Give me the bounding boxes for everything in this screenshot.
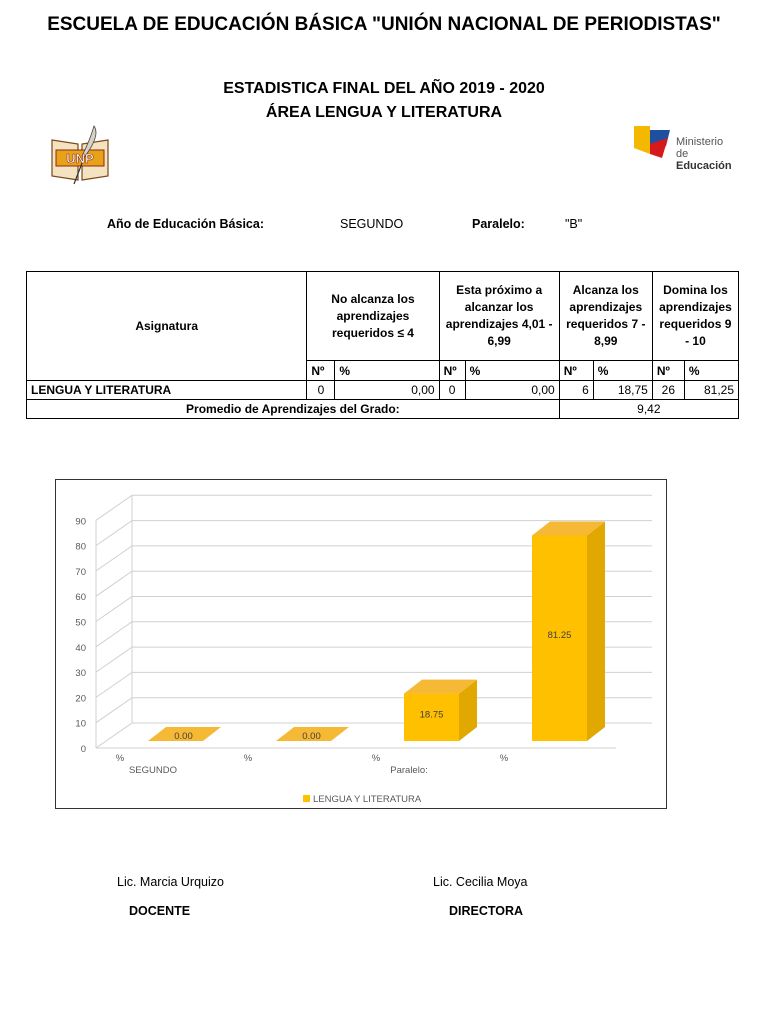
data-label: 0.00 xyxy=(302,731,321,742)
group-label: SEGUNDO xyxy=(128,765,178,776)
x-tick-label: % xyxy=(115,753,125,764)
col-header-close: Esta próximo a alcanzar los aprendizajes 4,01 - 6,99 xyxy=(439,272,559,361)
x-tick-label: % xyxy=(243,753,253,764)
group-label: Paralelo: xyxy=(390,765,428,776)
gridline-side xyxy=(96,597,132,622)
percent-cell: 81,25 xyxy=(684,381,738,400)
n-header: Nº xyxy=(652,361,684,381)
gridline-side xyxy=(96,622,132,647)
report-subtitle: ÁREA LENGUA Y LITERATURA xyxy=(265,104,503,121)
average-label: Promedio de Aprendizajes del Grado: xyxy=(27,400,560,419)
x-tick-label: % xyxy=(371,753,381,764)
average-value: 9,42 xyxy=(559,400,738,419)
y-tick-label: 50 xyxy=(75,617,86,629)
bar-side xyxy=(587,521,605,741)
percent-cell: 0,00 xyxy=(465,381,559,400)
y-tick-label: 30 xyxy=(75,668,86,680)
pct-header: % xyxy=(593,361,652,381)
col-header-mastered: Domina los aprendizajes requeridos 9 - 10 xyxy=(652,272,738,361)
section-value: "B" xyxy=(565,217,583,231)
n-header: Nº xyxy=(307,361,335,381)
grade-label: Año de Educación Básica: xyxy=(107,217,264,231)
ministry-flag-icon xyxy=(632,124,672,160)
n-header: Nº xyxy=(439,361,465,381)
y-tick-label: 0 xyxy=(80,744,86,755)
pct-header: % xyxy=(465,361,559,381)
count-cell: 26 xyxy=(652,381,684,400)
gridline-side xyxy=(96,723,132,748)
data-label: 0.00 xyxy=(174,731,193,742)
ministry-logo xyxy=(632,122,742,172)
gridline-side xyxy=(96,698,132,723)
section-label: Paralelo: xyxy=(472,217,525,231)
teacher-name: Lic. Marcia Urquizo xyxy=(117,875,224,889)
n-header: Nº xyxy=(559,361,593,381)
average-row xyxy=(27,400,739,419)
ministry-logo-line1: Ministerio xyxy=(676,136,724,148)
school-name: ESCUELA DE EDUCACIÓN BÁSICA "UNIÓN NACIONAL DE PERIODISTAS" xyxy=(47,14,721,35)
unp-logo xyxy=(48,122,112,186)
count-cell: 0 xyxy=(307,381,335,400)
unp-logo-icon xyxy=(48,122,112,186)
teacher-role: DOCENTE xyxy=(129,904,191,918)
percent-cell: 0,00 xyxy=(335,381,439,400)
statistics-table xyxy=(26,271,739,419)
report-title: ESTADISTICA FINAL DEL AÑO 2019 - 2020 xyxy=(223,80,545,97)
col-header-reached: Alcanza los aprendizajes requeridos 7 - 8,99 xyxy=(559,272,652,361)
bar-chart xyxy=(56,480,666,808)
unp-logo-text: UNP xyxy=(66,151,94,166)
count-cell: 6 xyxy=(559,381,593,400)
percent-cell: 18,75 xyxy=(593,381,652,400)
y-tick-label: 70 xyxy=(75,566,86,578)
gridline-side xyxy=(96,647,132,672)
legend-label: LENGUA Y LITERATURA xyxy=(313,794,422,805)
gridline-side xyxy=(96,546,132,571)
y-tick-label: 60 xyxy=(75,592,86,604)
gridline-side xyxy=(96,521,132,546)
director-name: Lic. Cecilia Moya xyxy=(433,875,528,889)
ministry-logo-line2-bold: Educación xyxy=(676,160,732,172)
y-tick-label: 10 xyxy=(75,718,86,730)
gridline-side xyxy=(96,571,132,596)
subject-cell: LENGUA Y LITERATURA xyxy=(27,381,307,400)
legend-swatch xyxy=(303,795,310,802)
chart-frame xyxy=(55,479,667,809)
table-row xyxy=(27,381,739,400)
col-header-not-reached: No alcanza los aprendizajes requeridos ≤ 4 xyxy=(307,272,439,361)
y-tick-label: 20 xyxy=(75,693,86,705)
grade-value: SEGUNDO xyxy=(340,217,404,231)
pct-header: % xyxy=(335,361,439,381)
gridline-side xyxy=(96,495,132,520)
pct-header: % xyxy=(684,361,738,381)
gridline-side xyxy=(96,672,132,697)
director-role: DIRECTORA xyxy=(449,904,524,918)
data-label: 18.75 xyxy=(419,709,444,721)
y-tick-label: 80 xyxy=(75,541,86,553)
count-cell: 0 xyxy=(439,381,465,400)
y-tick-label: 90 xyxy=(75,516,86,528)
data-label: 81.25 xyxy=(547,630,572,642)
subject-header: Asignatura xyxy=(27,272,307,381)
y-tick-label: 40 xyxy=(75,642,86,654)
ministry-logo-line2-prefix: de xyxy=(676,148,689,160)
x-tick-label: % xyxy=(499,753,509,764)
